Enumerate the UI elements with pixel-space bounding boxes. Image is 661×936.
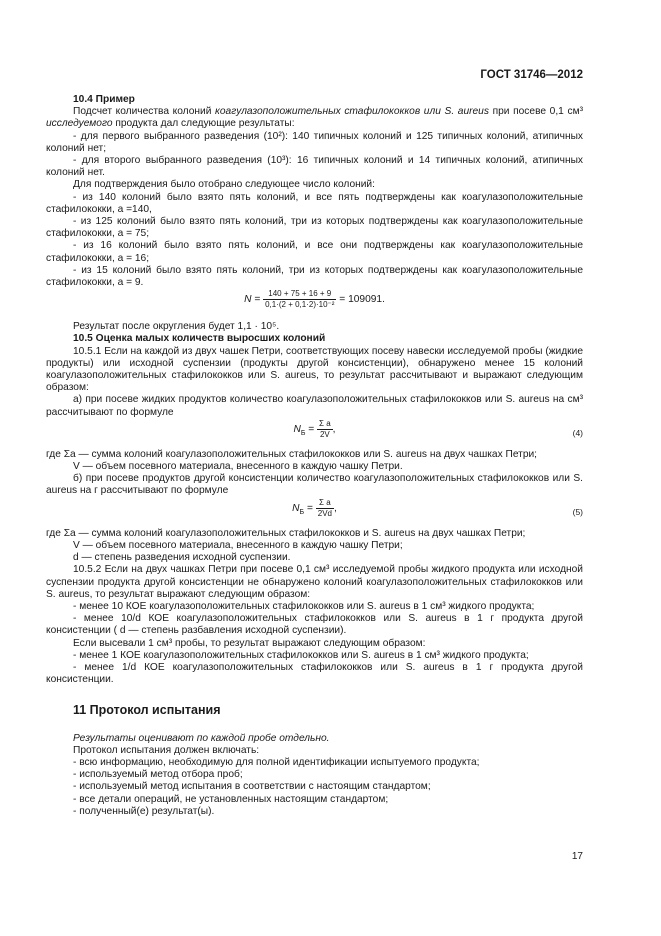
formula-5-lhs: N [292,502,300,514]
formula-5: $N_Б$ = $\frac{\text{Σ a}}{2Vd}$ , (5) [292,497,583,518]
list-item: - менее 10/d КОЕ коагулазоположительных стафилококков или S. aureus в 1 г продукта другой консистенции ( d — степень разбавления исходной суспензии). [46,613,583,637]
protocol-item: - полученный(е) результат(ы). [73,805,215,817]
list-item: - менее 10 КОЕ коагулазоположительных стафилококков или S. aureus в 1 см³ жидкого продукта; [73,600,535,612]
confirm-item: - из 16 колоний было взято пять колоний, и все они подтверждены как коагулазоположительные стафилококки, а = 16; [46,240,583,264]
result-first-dilution: - для первого выбранного разведения (10²): 140 типичных колоний и 125 типичных колоний, атипичных колоний нет; [46,130,583,154]
para-10-5-2: 10.5.2 Если на двух чашках Петри при посеве 0,1 см³ исследуемой пробы жидкого продукта или исходной суспензии продукта другой консистенции не обнаружено колоний коагулазоположительных стафилококков или S. aureus, то результат выражают следующим образом: [46,564,583,600]
para-10-5-1: 10.5.1 Если на каждой из двух чашек Петри, соответствующих посеву навески исследуемой пробы (жидкие продукты) или исходной суспензии (продукты другой консистенции), обнаружено менее 15 колоний коагулазоположительных стафилококков или S. aureus, то результат рассчитывают и выражают следующим образом: [46,345,583,394]
protocol-includes: Протокол испытания должен включать: [73,744,260,756]
confirm-item: - из 140 колоний было взято пять колоний, и все пять подтверждены как коагулазоположительные стафилококки, а =140, [46,191,583,215]
formula-5-fraction [316,498,334,519]
section-11-title: 11 Протокол испытания [73,703,221,718]
page-content [46,94,583,818]
protocol-note [46,733,583,745]
intro-text-2: при посеве 0,1 см³ [488,106,583,118]
formula-numerator: 140 + 75 + 16 + 9 [263,289,336,300]
formula-4-fraction [317,419,333,440]
protocol-item: - используемый метод отбора проб; [73,769,243,781]
formula-4: $N_Б$ = $\frac{\text{Σ a}}{2V}$ , (4) [293,418,583,439]
where-sum-a-2: где Σa — сумма колоний коагулазоположительных стафилококков и S. aureus на двух чашках Петри; [46,527,526,539]
item-a: а) при посеве жидких продуктов количество коагулазоположительных стафилококков или S. aureus на см³ рассчитывают по формуле [46,394,583,418]
formula-rhs: = 109091. [339,294,385,306]
equation-number-4: (4) [572,427,583,438]
formula-4-lhs: N [293,424,301,436]
protocol-item: - все детали операций, не установленных настоящим стандартом; [73,793,389,805]
formula-lhs: N = [244,294,261,306]
where-volume: V — объем посевного материала, внесенного в каждую чашку Петри. [73,461,403,473]
para-1cm3: Если высевали 1 см³ пробы, то результат выражают следующим образом: [73,637,426,649]
formula-fraction [263,289,336,310]
section-10-4-title: 10.4 Пример [73,94,135,105]
example-intro [46,106,583,130]
intro-text-3: продукта дал следующие результаты: [112,118,295,130]
formula-5-numerator: Σ a [316,498,334,509]
equation-number-5: (5) [572,506,583,517]
formula-denominator: 0,1·(2 + 0,1·2)·10⁻² [265,300,335,310]
where-sum-a: где Σa — сумма колоний коагулазоположительных стафилококков или S. aureus на двух чашках Петри; [46,448,538,460]
formula-5-sub: Б [299,508,305,516]
document-id: ГОСТ 31746—2012 [480,69,583,81]
where-volume-2: V — объем посевного материала, внесенного в каждую чашку Петри; [73,539,403,551]
page-number: 17 [571,851,583,862]
intro-italic: коагулазоположительных стафилококков или S. aureus [215,106,489,118]
section-10-5-title: 10.5 Оценка малых количеств выросших колоний [73,333,326,345]
result-second-dilution: - для второго выбранного разведения (10³): 16 типичных колоний и 14 типичных колоний, атипичных колоний нет. [46,155,583,179]
list-item: - менее 1/d КОЕ коагулазоположительных стафилококков или S. aureus в 1 г продукта другой консистенции. [46,661,583,686]
list-item: - менее 1 КОЕ коагулазоположительных стафилококков или S. aureus в 1 см³ жидкого продукта; [73,649,529,661]
protocol-item: - используемый метод испытания в соответствии с настоящим стандартом; [73,781,431,793]
formula-5-denominator: 2Vd [317,508,332,518]
formula-4-numerator: Σ a [319,418,331,428]
rounded-result: Результат после округления будет 1,1 · 10⁵. [73,321,280,333]
item-b: б) при посеве продуктов другой консистенции количество коагулазоположительных стафилококков или S. aureus на г рассчитывают по формуле [46,473,583,497]
where-dilution: d — степень разведения исходной суспензии. [73,552,291,564]
confirm-intro: Для подтверждения было отобрано следующее число колоний: [73,179,375,191]
intro-italic-2: исследуемого [46,118,113,130]
intro-text: Подсчет количества колоний [73,106,216,118]
confirm-item: - из 125 колоний было взято пять колоний, три из которых подтверждены как коагулазоположительные стафилококки, а = 75; [46,216,583,240]
formula-4-sub: Б [300,430,306,438]
protocol-note-text: Результаты оценивают по каждой пробе отдельно. [73,732,330,744]
protocol-item: - всю информацию, необходимую для полной идентификации испытуемого продукта; [73,756,480,768]
formula-4-denominator: 2V [319,429,330,439]
confirm-item: - из 15 колоний было взято пять колоний, три из которых подтверждены как коагулазоположительные стафилококки, а = 9. [46,264,583,289]
example-formula [46,289,583,321]
